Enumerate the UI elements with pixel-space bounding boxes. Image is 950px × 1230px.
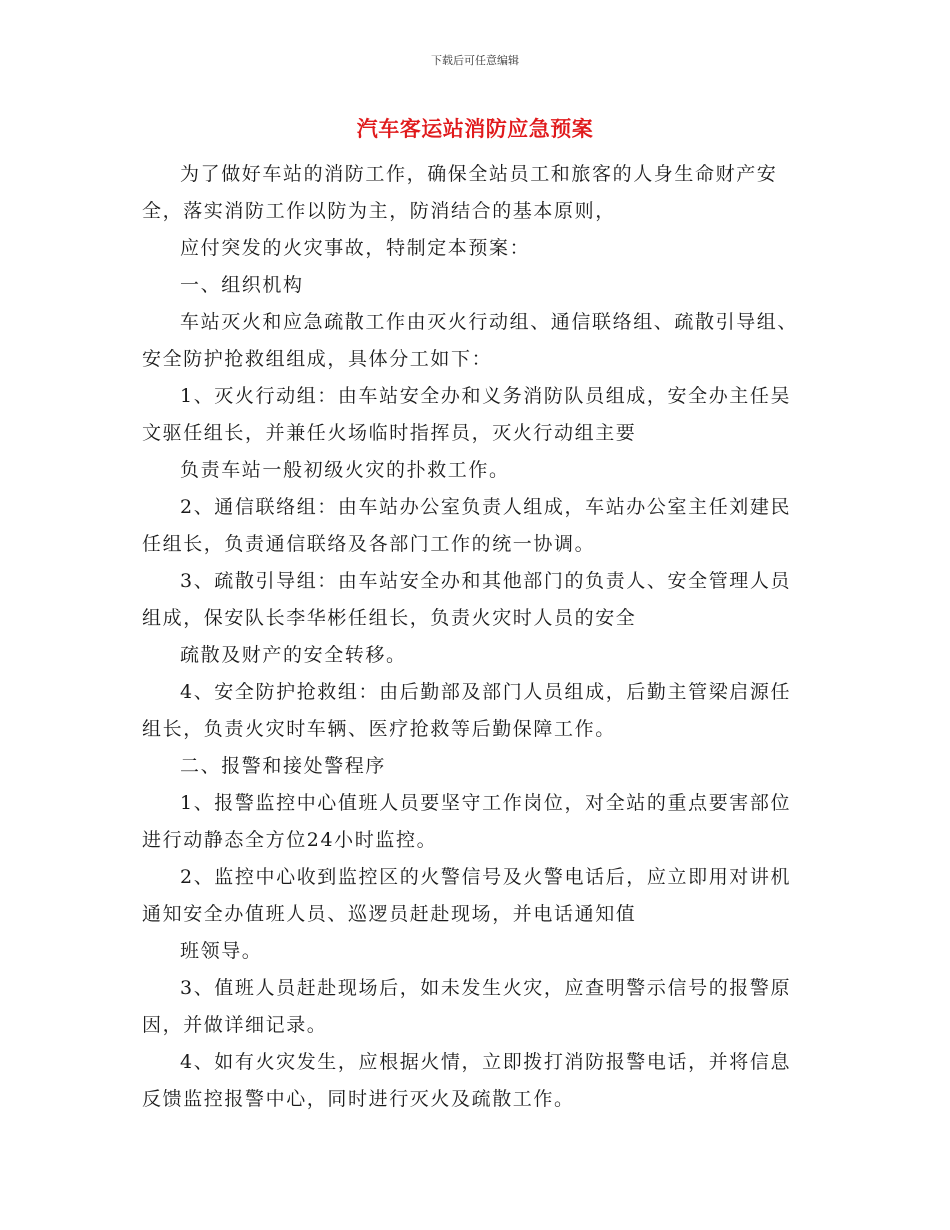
document-title: 汽车客运站消防应急预案 [356, 116, 594, 141]
paragraph: 负责车站一般初级火灾的扑救工作。 [180, 459, 510, 481]
document-body [142, 156, 810, 1118]
section-heading: 二、报警和接处警程序 [180, 755, 387, 777]
paragraph: 3、疏散引导组：由车站安全办和其他部门的负责人、安全管理人员组成，保安队长李华彬任组长，负责火灾时人员的安全 [142, 570, 792, 629]
paragraph: 1、灭火行动组：由车站安全办和义务消防队员组成，安全办主任吴文驱任组长，并兼任火场临时指挥员，灭火行动组主要 [142, 385, 792, 444]
page-header-note: 下载后可任意编辑 [431, 54, 519, 67]
paragraph: 车站灭火和应急疏散工作由灭火行动组、通信联络组、疏散引导组、安全防护抢救组组成，具体分工如下： [142, 311, 799, 370]
paragraph: 班领导。 [180, 940, 263, 962]
paragraph: 3、值班人员赶赴现场后，如未发生火灾，应查明警示信号的报警原因，并做详细记录。 [142, 977, 792, 1036]
paragraph: 疏散及财产的安全转移。 [180, 644, 407, 666]
paragraph: 2、监控中心收到监控区的火警信号及火警电话后，应立即用对讲机通知安全办值班人员、巡逻员赶赴现场，并电话通知值 [142, 866, 792, 925]
paragraph: 4、安全防护抢救组：由后勤部及部门人员组成，后勤主管梁启源任组长，负责火灾时车辆、医疗抢救等后勤保障工作。 [142, 681, 792, 740]
paragraph: 2、通信联络组：由车站办公室负责人组成，车站办公室主任刘建民任组长，负责通信联络及各部门工作的统一协调。 [142, 496, 792, 555]
section-heading: 一、组织机构 [180, 274, 304, 296]
paragraph: 1、报警监控中心值班人员要坚守工作岗位，对全站的重点要害部位进行动静态全方位24小时监控。 [142, 792, 792, 851]
paragraph: 应付突发的火灾事故，特制定本预案： [180, 237, 531, 259]
paragraph: 为了做好车站的消防工作，确保全站员工和旅客的人身生命财产安全，落实消防工作以防为主，防消结合的基本原则， [142, 163, 778, 222]
paragraph: 4、如有火灾发生，应根据火情，立即拨打消防报警电话，并将信息反馈监控报警中心，同时进行灭火及疏散工作。 [142, 1051, 792, 1110]
